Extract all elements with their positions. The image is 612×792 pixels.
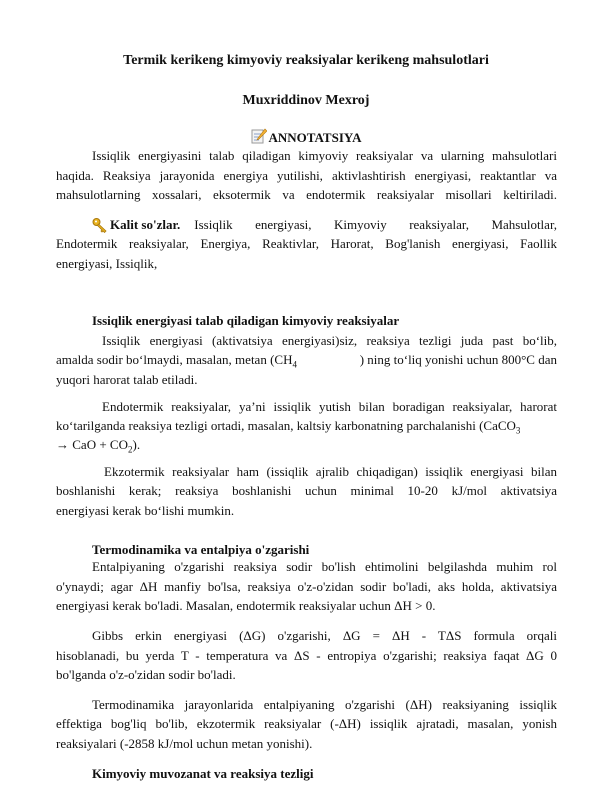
reaction-products: → CaO + CO	[56, 437, 128, 452]
annotation-line-3: mahsulotlarning xossalari, eksotermik va endotermik reaksiyalar misollari keltiriladi.	[56, 187, 557, 202]
annotation-line-2: haqida. Reaksiya jarayonida energiya yutilishi, aktivlashtirish energiyasi, reaktantlar va	[56, 168, 557, 183]
methane-prefix: amalda sodir bo‘lmaydi, masalan, metan (CH	[56, 352, 293, 367]
reaction-close: ).	[132, 437, 141, 452]
section2-p3-line-1: Termodinamika jarayonlarida entalpiyaning o'zgarishi (ΔH) reaksiyaning issiqlik	[92, 697, 557, 712]
document-title: Termik kerikeng kimyoviy reaksiyalar kerikeng mahsulotlari	[123, 53, 489, 68]
section2-p3-line-2: effektiga bog'liq bo'lib, ekzotermik reaksiyalar (-ΔH) issiqlik ajratadi, masalan, yonish	[56, 716, 557, 731]
section1-p3-line-3: energiyasi kerak bo‘lishi mumkin.	[56, 503, 235, 518]
caco3-subscript: 3	[515, 425, 521, 436]
section2-p1-line-2: o'ynaydi; agar ΔH manfiy bo'lsa, reaksiya o'z-o'zidan sodir bo'ladi, aks holda, aktivatsiya	[56, 579, 557, 594]
section1-p3-line-2: boshlanishi kerak; reaksiya boshlanishi uchun minimal 10-20 kJ/mol aktivatsiya	[56, 483, 557, 498]
annotation-heading-text: ANNOTATSIYA	[268, 130, 362, 145]
section2-p1-line-1: Entalpiyaning o'zgarishi reaksiya sodir bo'lish ehtimolini belgilashda muhim rol	[92, 559, 557, 574]
keywords-line-3: energiyasi, Issiqlik,	[56, 256, 158, 271]
co2-subscript: 2	[127, 444, 133, 455]
keywords-label: Kalit so'zlar.	[110, 217, 181, 232]
keywords-text-1: Issiqlik energiyasi, Kimyoviy reaksiyalar, Mahsulotlar,	[194, 217, 557, 232]
section1-p1-line-3: yuqori harorat talab etiladi.	[56, 372, 198, 387]
section-heading-energy: Issiqlik energiyasi talab qiladigan kimyoviy reaksiyalar	[92, 313, 400, 328]
section1-p1-line-1: Issiqlik energiyasi (aktivatsiya energiyasi)siz, reaksiya tezligi juda past bo‘lib,	[102, 333, 557, 348]
section-heading-thermo: Termodinamika va entalpiya o'zgarishi	[92, 542, 310, 557]
section2-p2-line-2: hisoblanadi, bu yerda T - temperatura va ΔS - entropiya o'zgarishi; reaksiya faqat ΔG 0	[56, 648, 557, 663]
section-heading-equilibrium: Kimyoviy muvozanat va reaksiya tezligi	[92, 766, 314, 781]
keywords-line-1	[92, 217, 557, 237]
methane-text-a	[56, 352, 297, 373]
section2-p2-line-3: bo'lganda o'z-o'zidan sodir bo'ladi.	[56, 667, 236, 682]
section1-p2-line-2	[56, 418, 520, 439]
section2-p3-line-3: reaksiyalari (-2858 kJ/mol uchun metan yonishi).	[56, 736, 313, 751]
methane-subscript: 4	[292, 359, 297, 370]
methane-text-b: ) ning to‘liq yonishi uchun 800°C dan	[359, 352, 557, 367]
section1-p2-line-3	[56, 437, 140, 458]
keywords-line-2: Endotermik reaksiyalar, Energiya, Reaktivlar, Harorat, Bog'lanish energiyasi, Faollik	[56, 236, 557, 251]
author-name: Muxriddinov Mexroj	[242, 93, 370, 108]
caco3-prefix: ko‘tarilganda reaksiya tezligi ortadi, masalan, kaltsiy karbonatning parchalanishi (CaCO	[56, 418, 516, 433]
key-icon	[92, 217, 108, 237]
section2-p2-line-1: Gibbs erkin energiyasi (ΔG) o'zgarishi, ΔG = ΔH - TΔS formula orqali	[92, 628, 557, 643]
section1-p3-line-1: Ekzotermik reaksiyalar ham (issiqlik ajralib chiqadigan) issiqlik energiyasi bilan	[104, 464, 557, 479]
annotation-line-1: Issiqlik energiyasini talab qiladigan kimyoviy reaksiyalar va ularning mahsulotlari	[92, 148, 557, 163]
memo-icon	[251, 128, 267, 148]
section1-p2-line-1: Endotermik reaksiyalar, ya’ni issiqlik yutish bilan boradigan reaksiyalar, harorat	[102, 399, 557, 414]
section1-p1-line-2	[56, 352, 557, 373]
annotation-heading	[0, 128, 612, 148]
section2-p1-line-3: energiyasi kerak bo'ladi. Masalan, endotermik reaksiyalar uchun ΔH > 0.	[56, 598, 436, 613]
